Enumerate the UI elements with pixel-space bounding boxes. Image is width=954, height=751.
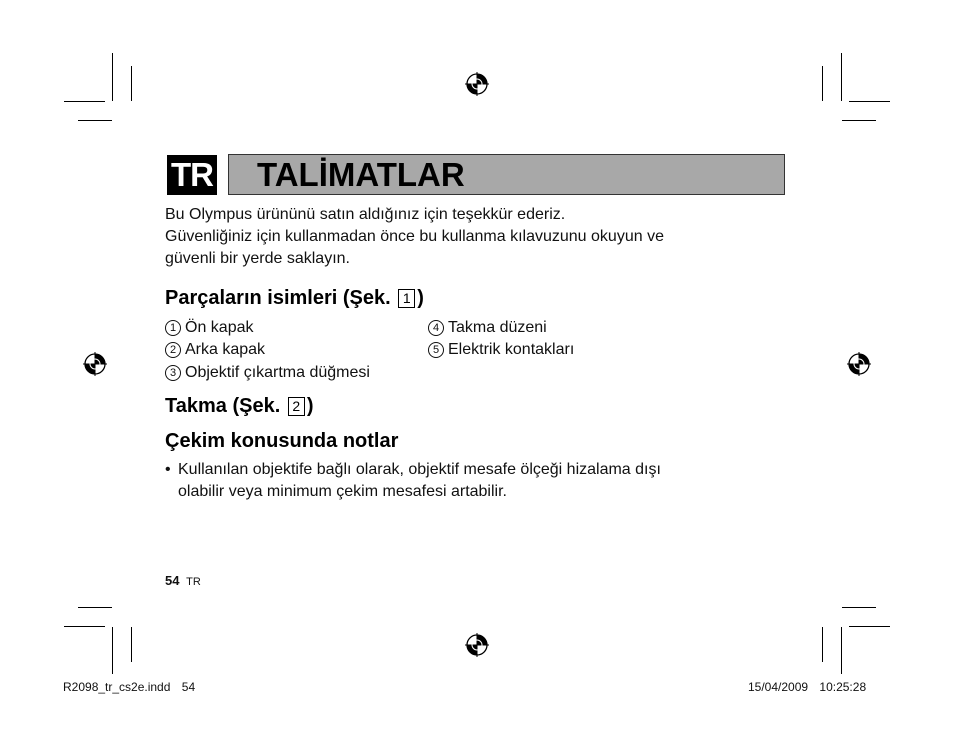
notes-heading: Çekim konusunda notlar	[165, 430, 399, 452]
page-number: 54	[165, 573, 180, 588]
note-line: Kullanılan objektife bağlı olarak, objektif mesafe ölçeği hizalama dışı	[178, 461, 661, 478]
title-bar	[228, 154, 785, 195]
part-item: 5 Elektrik kontakları	[428, 339, 574, 361]
circled-number: 3	[165, 365, 181, 381]
figure-number-box: 1	[398, 289, 415, 308]
print-slug-timestamp: 15/04/2009 10:25:28	[748, 680, 867, 694]
page-language: TR	[186, 576, 201, 588]
part-item: 2 Arka kapak	[165, 339, 265, 361]
registration-mark-icon	[83, 352, 107, 376]
page-footer	[165, 573, 201, 588]
part-item: 4 Takma düzeni	[428, 317, 547, 339]
parts-heading: Parçaların isimleri (Şek. 1 )	[165, 287, 424, 309]
circled-number: 5	[428, 342, 444, 358]
note-line: olabilir veya minimum çekim mesafesi artabilir.	[178, 483, 507, 500]
figure-number-box: 2	[288, 397, 305, 416]
intro-paragraph	[165, 204, 664, 270]
registration-mark-icon	[465, 72, 489, 96]
part-item: 1 Ön kapak	[165, 317, 253, 339]
circled-number: 2	[165, 342, 181, 358]
intro-line: Bu Olympus ürününü satın aldığınız için teşekkür ederiz.	[165, 206, 566, 223]
language-badge: TR	[167, 155, 217, 195]
bullet: •	[165, 461, 171, 478]
intro-line: Güvenliğiniz için kullanmadan önce bu kullanma kılavuzunu okuyun ve	[165, 228, 664, 245]
print-slug-file: R2098_tr_cs2e.indd 54	[63, 680, 196, 694]
registration-mark-icon	[465, 633, 489, 657]
intro-line: güvenli bir yerde saklayın.	[165, 250, 350, 267]
part-item: 3 Objektif çıkartma düğmesi	[165, 362, 370, 384]
registration-mark-icon	[847, 352, 871, 376]
notes-bullet-item	[165, 459, 765, 503]
page-title: TALİMATLAR	[257, 156, 465, 193]
circled-number: 4	[428, 320, 444, 336]
mount-heading: Takma (Şek. 2 )	[165, 395, 314, 417]
circled-number: 1	[165, 320, 181, 336]
